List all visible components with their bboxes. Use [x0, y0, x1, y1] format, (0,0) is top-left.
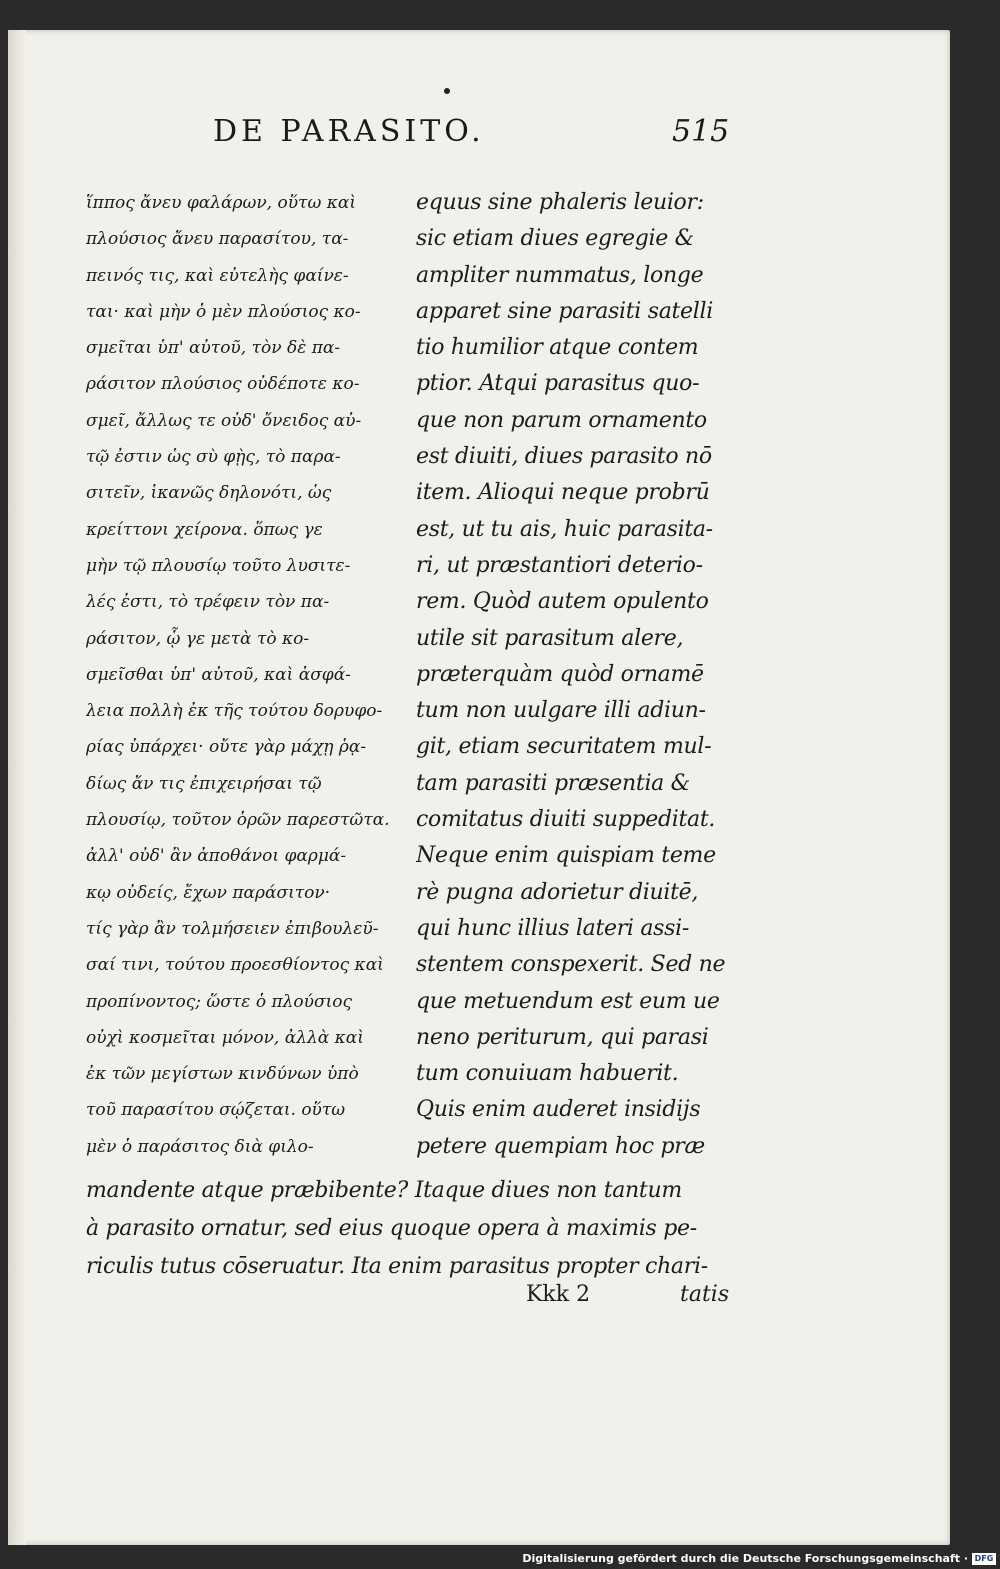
greek-text-line: τῷ ἐστιν ὡς σὺ φῂς, τὸ παρα-: [86, 447, 341, 468]
greek-text-column: [86, 185, 406, 1165]
greek-text-line: ράσιτον πλούσιος οὐδέποτε κο-: [86, 374, 360, 395]
greek-text-line: τοῦ παρασίτου σῴζεται. οὕτω: [86, 1100, 346, 1121]
latin-text-line: neno periturum, qui parasi: [416, 1024, 709, 1050]
latin-text-line: qui hunc illius lateri assi-: [416, 915, 690, 941]
book-page: [8, 30, 950, 1545]
greek-text-line: λεια πολλὴ ἐκ τῆς τούτου δορυφο-: [86, 701, 383, 722]
latin-text-line: equus sine phaleris leuior:: [416, 190, 704, 215]
greek-text-line: μὴν τῷ πλουσίῳ τοῦτο λυσιτε-: [86, 555, 351, 576]
latin-text-column: [416, 185, 726, 1165]
greek-text-line: μὲν ὁ παράσιτος διὰ φιλο-: [86, 1136, 314, 1157]
latin-text-line: item. Alioqui neque probrū: [416, 480, 710, 506]
greek-text-line: λές ἐστι, τὸ τρέφειν τὸν πα-: [86, 592, 330, 613]
greek-text-line: σμεῖ, ἄλλως τε οὐδ' ὄνειδος αὐ-: [86, 410, 362, 431]
greek-text-line: ράσιτον, ᾧ γε μετὰ τὸ κο-: [86, 628, 310, 649]
latin-text-line: tum conuiuam habuerit.: [416, 1061, 679, 1087]
greek-text-line: σμεῖσθαι ὑπ' αὐτοῦ, καὶ ἀσφά-: [86, 664, 351, 685]
latin-text-line: ptior. Atqui parasitus quo-: [416, 371, 700, 397]
latin-text-line: tio humilior atque contem: [416, 335, 699, 361]
greek-text-line: ἀλλ' οὐδ' ἂν ἀποθάνοι φαρμά-: [86, 846, 347, 867]
latin-text-line: comitatus diuiti suppeditat.: [416, 807, 716, 833]
greek-text-line: τίς γὰρ ἂν τολμήσειεν ἐπιβουλεῦ-: [86, 918, 379, 939]
latin-text-line: petere quempiam hoc præ: [416, 1133, 705, 1159]
page-number: 515: [672, 114, 730, 149]
greek-text-line: σιτεῖν, ἱκανῶς δηλονότι, ὡς: [86, 483, 332, 504]
latin-full-width-text: [86, 1172, 726, 1286]
latin-text-line: præterquàm quòd ornamē: [416, 661, 704, 687]
greek-text-line: δίως ἄν τις ἐπιχειρήσαι τῷ: [86, 773, 322, 794]
latin-text-line: utile sit parasitum alere,: [416, 625, 684, 651]
greek-text-line: προπίνοντος; ὥστε ὁ πλούσιος: [86, 991, 353, 1012]
ink-dot: [444, 88, 450, 94]
latin-text-line: ampliter nummatus, longe: [416, 262, 704, 288]
greek-text-line: πλουσίῳ, τοῦτον ὁρῶν παρεστῶτα.: [86, 810, 390, 831]
latin-text-line: git, etiam securitatem mul-: [416, 734, 712, 760]
latin-text-line: tum non uulgare illi adiun-: [416, 698, 706, 724]
latin-text-line: tam parasiti præsentia &: [416, 770, 690, 796]
latin-text-line: Quis enim auderet insidijs: [416, 1097, 701, 1123]
latin-text-line: rem. Quòd autem opulento: [416, 589, 709, 615]
greek-text-line: σμεῖται ὑπ' αὐτοῦ, τὸν δὲ πα-: [86, 338, 341, 359]
funding-credit: Digitalisierung gefördert durch die Deutsche Forschungsgemeinschaft ·: [522, 1552, 968, 1565]
page-gutter: [8, 30, 26, 1545]
greek-text-line: πλούσιος ἄνευ παρασίτου, τα-: [86, 229, 349, 250]
latin-text-line: riculis tutus cōseruatur. Ita enim parasitus propter chari-: [86, 1254, 708, 1279]
catchword: tatis: [680, 1282, 730, 1307]
greek-text-line: πεινός τις, καὶ εὐτελὴς φαίνε-: [86, 265, 349, 286]
latin-text-line: mandente atque præbibente? Itaque diues non tantum: [86, 1178, 682, 1203]
greek-text-line: κρείττονι χείρονα. ὅπως γε: [86, 519, 323, 540]
greek-text-line: ται· καὶ μὴν ὁ μὲν πλούσιος κο-: [86, 301, 361, 322]
dfg-logo: DFG: [972, 1553, 996, 1565]
latin-text-line: ri, ut præstantiori deterio-: [416, 552, 703, 578]
latin-text-line: stentem conspexerit. Sed ne: [416, 952, 726, 978]
latin-text-line: sic etiam diues egregie &: [416, 226, 694, 252]
greek-text-line: ρίας ὑπάρχει· οὔτε γὰρ μάχῃ ῥᾳ-: [86, 737, 367, 758]
latin-text-line: est, ut tu ais, huic parasita-: [416, 516, 713, 542]
latin-text-line: à parasito ornatur, sed eius quoque opera à maximis pe-: [86, 1216, 697, 1241]
latin-text-line: Neque enim quispiam teme: [416, 843, 716, 869]
signature-mark: Kkk 2: [526, 1282, 591, 1307]
greek-text-line: κῳ οὐδείς, ἔχων παράσιτον·: [86, 882, 331, 903]
running-head: DE PARASITO.: [213, 114, 485, 149]
latin-text-line: que metuendum est eum ue: [416, 988, 720, 1014]
latin-text-line: rè pugna adorietur diuitē,: [416, 879, 699, 905]
latin-text-line: apparet sine parasiti satelli: [416, 298, 713, 324]
greek-text-line: οὐχὶ κοσμεῖται μόνον, ἀλλὰ καὶ: [86, 1027, 364, 1048]
greek-text-line: σαί τινι, τούτου προεσθίοντος καὶ: [86, 955, 384, 976]
greek-text-line: ἵππος ἄνευ φαλάρων, οὕτω καὶ: [86, 193, 357, 213]
latin-text-line: est diuiti, diues parasito nō: [416, 444, 712, 470]
latin-text-line: que non parum ornamento: [416, 407, 707, 433]
greek-text-line: ἐκ τῶν μεγίστων κινδύνων ὑπὸ: [86, 1064, 359, 1085]
